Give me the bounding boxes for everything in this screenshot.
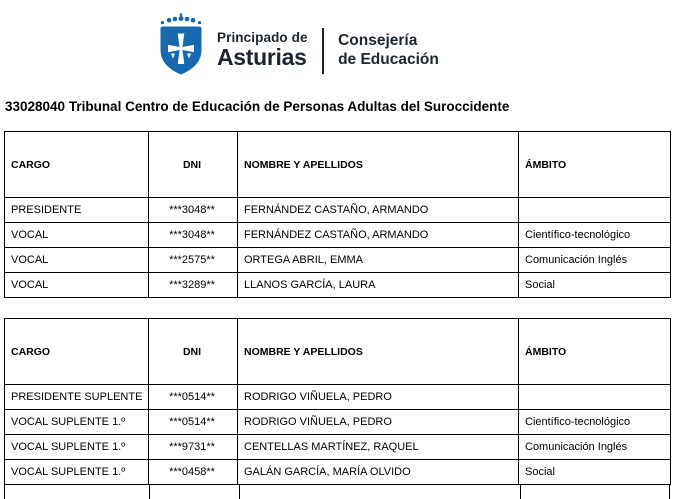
dni-cell: ***9731** [149,435,238,460]
nombre-cell: LLANOS GARCÍA, LAURA [238,273,519,298]
nombre-cell: RODRIGO VIÑUELA, PEDRO [238,385,519,410]
cargo-cell: VOCAL [5,223,149,248]
page-title: 33028040 Tribunal Centro de Educación de Personas Adultas del Suroccidente [5,99,510,114]
column-divider [520,485,521,499]
table-row [5,223,671,248]
region-line1: Principado de [217,29,308,45]
table-row [5,198,671,223]
ambito-cell: Científico-tecnológico [519,223,671,248]
region-wordmark [217,30,308,69]
column-header-nombre: NOMBRE Y APELLIDOS [238,132,519,198]
column-header-dni: DNI [149,319,238,385]
cargo-cell: VOCAL [5,248,149,273]
cargo-cell: PRESIDENTE [5,198,149,223]
nombre-cell: GALÁN GARCÍA, MARÍA OLVIDO [238,460,519,485]
header-row [5,319,671,385]
column-divider [149,485,150,499]
cargo-cell: VOCAL SUPLENTE 1.º [5,410,149,435]
table-row [5,385,671,410]
ambito-cell: Social [519,273,671,298]
column-header-cargo: CARGO [5,132,149,198]
asturias-crest-icon [158,13,204,85]
ambito-cell: Social [519,460,671,485]
table-row [5,410,671,435]
department-line2: de Educación [338,51,439,68]
dni-cell: ***0514** [149,410,238,435]
nombre-cell: RODRIGO VIÑUELA, PEDRO [238,410,519,435]
ambito-cell [519,198,671,223]
nombre-cell: CENTELLAS MARTÍNEZ, RAQUEL [238,435,519,460]
column-header-cargo: CARGO [5,319,149,385]
nombre-cell: ORTEGA ABRIL, EMMA [238,248,519,273]
nombre-cell: FERNÁNDEZ CASTAÑO, ARMANDO [238,223,519,248]
cutoff-table-row [4,485,670,499]
asturias-logo-header [0,0,675,85]
nombre-cell: FERNÁNDEZ CASTAÑO, ARMANDO [238,198,519,223]
ambito-cell: Comunicación Inglés [519,435,671,460]
column-header-ambito: ÁMBITO [519,319,671,385]
cargo-cell: VOCAL SUPLENTE 1.º [5,460,149,485]
region-line2: Asturias [217,43,307,70]
cargo-cell: PRESIDENTE SUPLENTE [5,385,149,410]
table-row [5,460,671,485]
logo-divider [322,28,325,74]
ambito-cell: Comunicación Inglés [519,248,671,273]
ambito-cell [519,385,671,410]
column-divider [239,485,240,499]
column-header-ambito: ÁMBITO [519,132,671,198]
suplentes-table [4,318,671,485]
cargo-cell: VOCAL SUPLENTE 1.º [5,435,149,460]
titulares-table [4,131,671,298]
dni-cell: ***2575** [149,248,238,273]
dni-cell: ***3048** [149,223,238,248]
dni-cell: ***3048** [149,198,238,223]
dni-cell: ***0458** [149,460,238,485]
table-row [5,248,671,273]
table-row [5,273,671,298]
dni-cell: ***3289** [149,273,238,298]
cargo-cell: VOCAL [5,273,149,298]
department-name [338,31,439,69]
dni-cell: ***0514** [149,385,238,410]
column-header-dni: DNI [149,132,238,198]
department-line1: Consejería [338,32,418,49]
header-row [5,132,671,198]
table-row [5,435,671,460]
ambito-cell: Científico-tecnológico [519,410,671,435]
column-header-nombre: NOMBRE Y APELLIDOS [238,319,519,385]
